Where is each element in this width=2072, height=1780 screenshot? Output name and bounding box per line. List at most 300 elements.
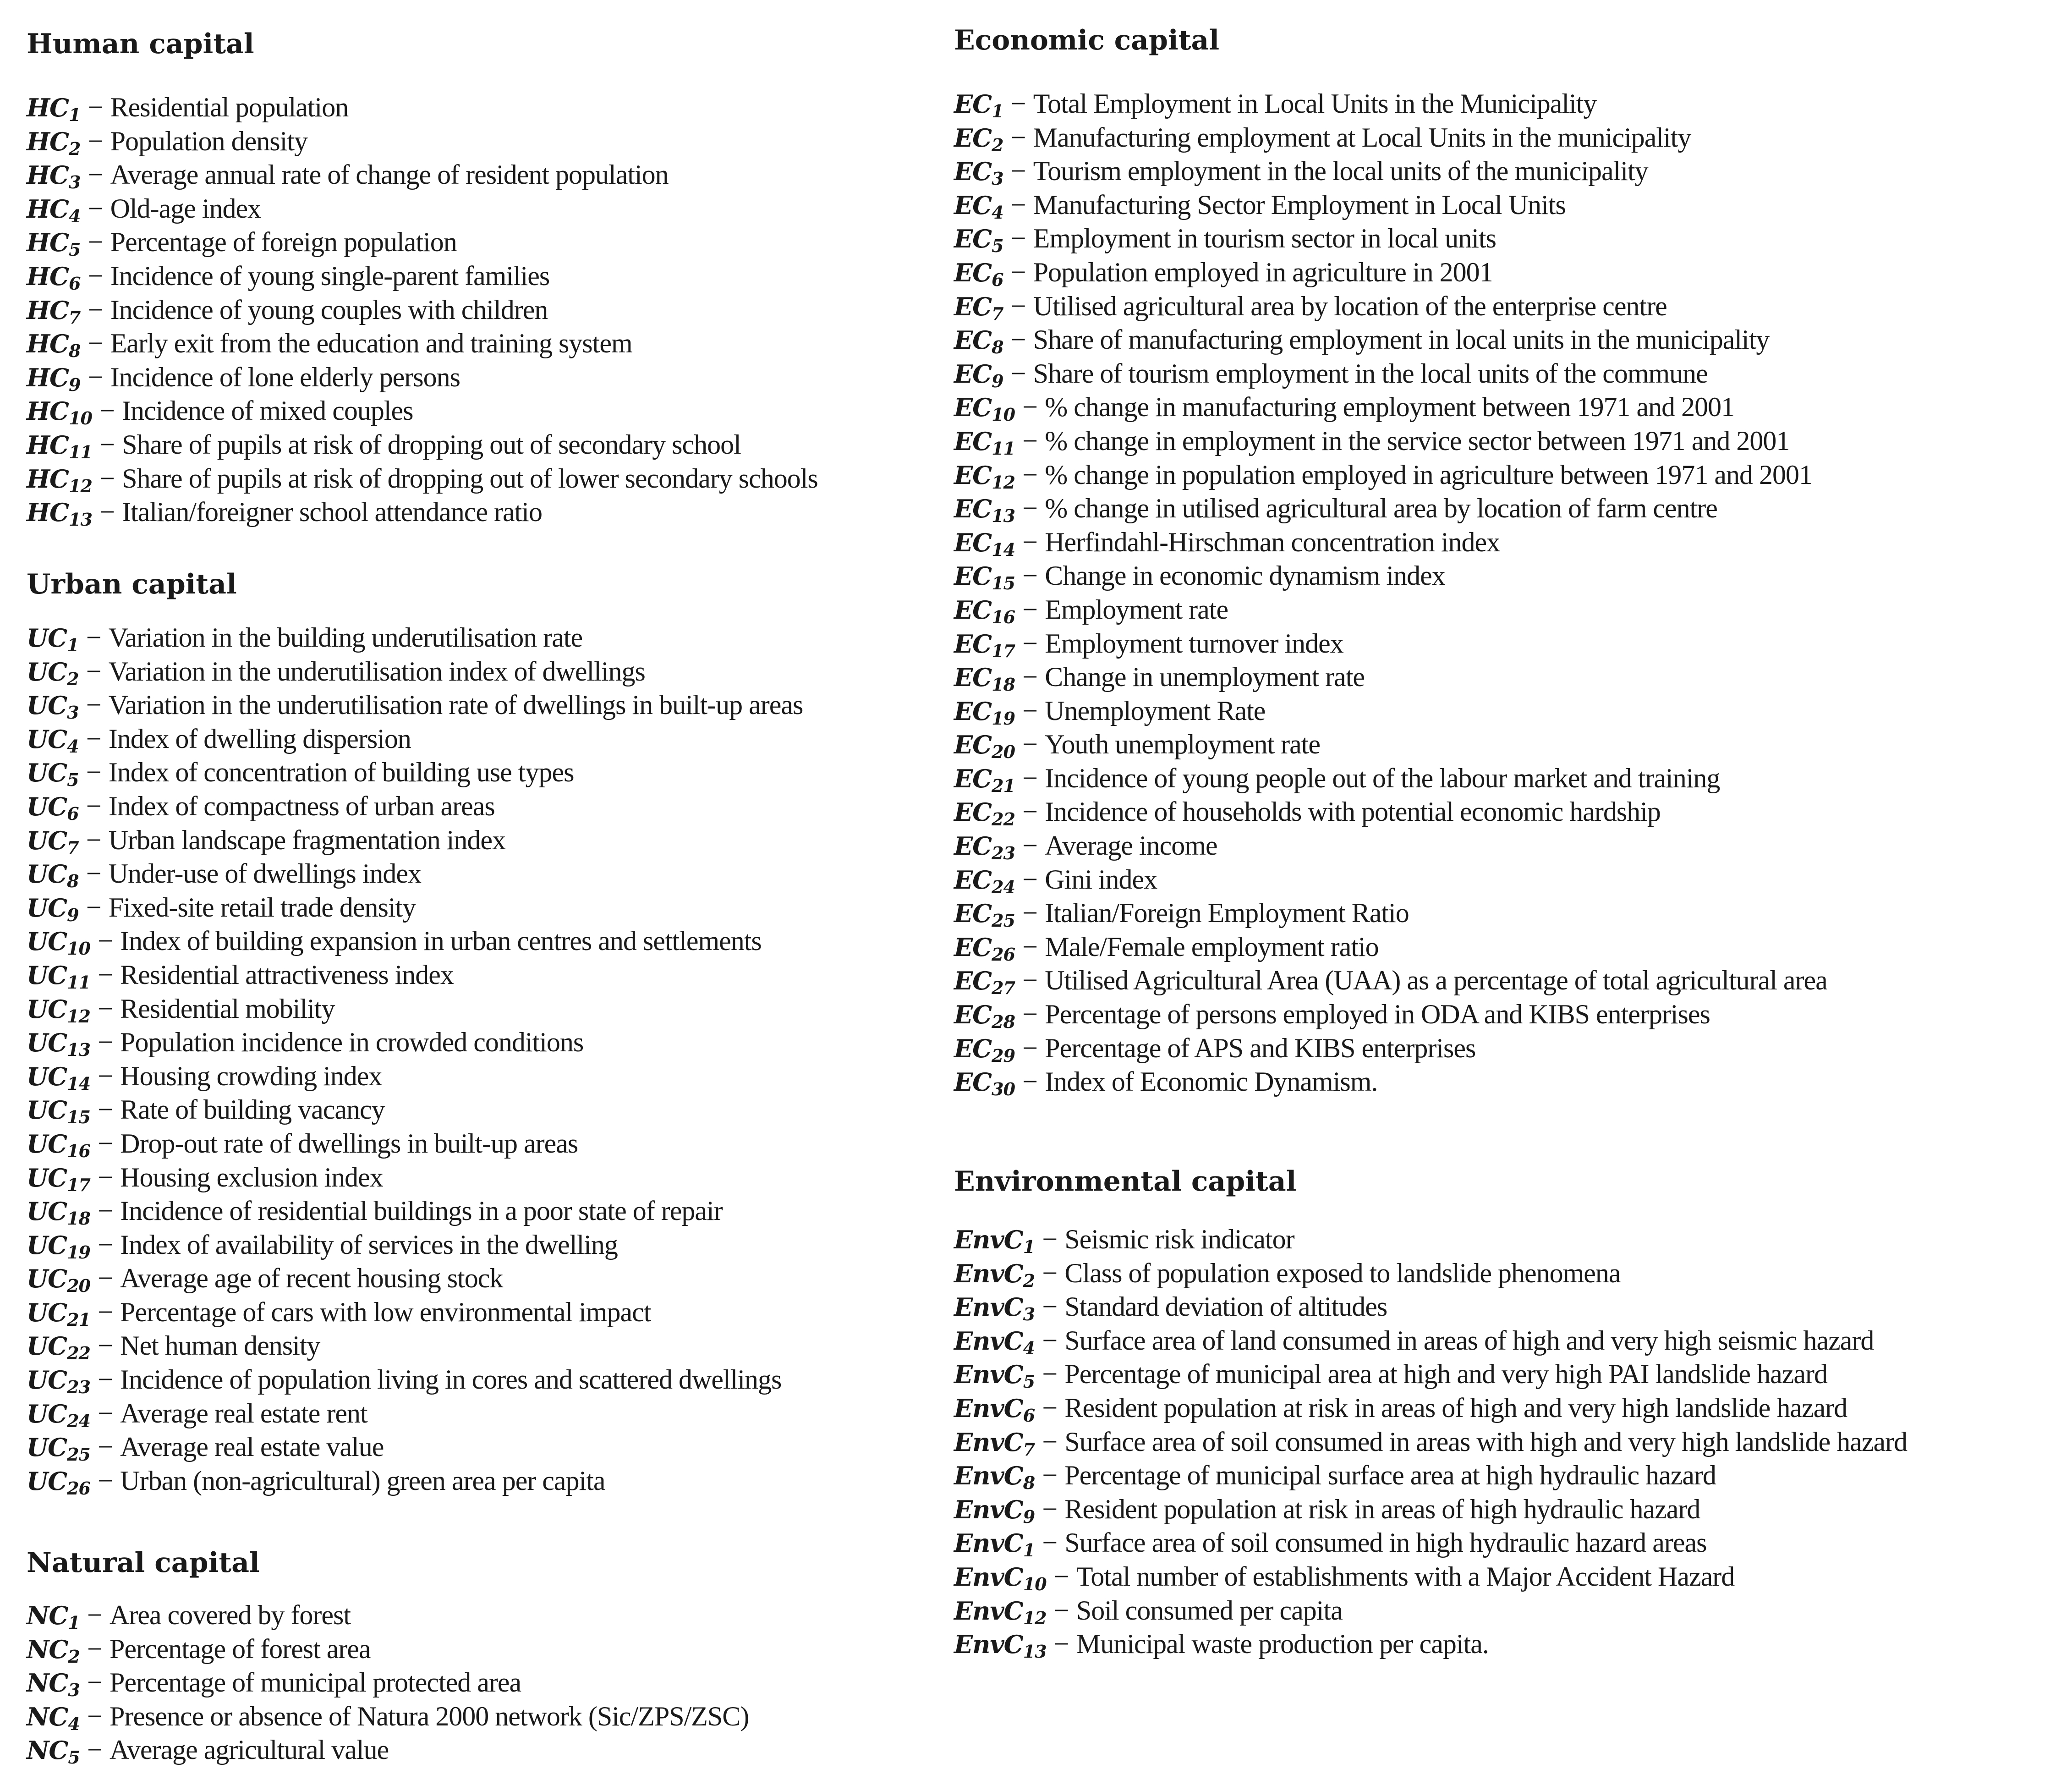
indicator-item — [27, 655, 803, 689]
indicator-separator: − — [1022, 392, 1038, 423]
indicator-item — [27, 428, 818, 462]
indicator-description: Average real estate rent — [120, 1398, 367, 1428]
indicator-separator: − — [1042, 1258, 1058, 1288]
indicator-code-subscript: 2 — [1023, 1270, 1035, 1291]
indicator-code-subscript: 1 — [67, 635, 79, 655]
indicator-code — [954, 89, 1003, 119]
indicator-code-letters: HC — [27, 194, 69, 224]
indicator-code — [27, 126, 81, 159]
indicator-item — [954, 222, 1827, 256]
indicator-code — [27, 1129, 90, 1159]
indicator-code-subscript: 13 — [1023, 1641, 1047, 1662]
indicator-code-letters: EC — [954, 359, 992, 389]
indicator-code — [27, 893, 79, 923]
indicator-code-letters: EC — [954, 89, 992, 119]
indicator-code — [27, 1601, 80, 1633]
indicator-description: Change in unemployment rate — [1045, 662, 1365, 692]
indicator-code-letters: NC — [27, 1736, 68, 1765]
indicator-separator: − — [98, 1094, 113, 1125]
indicator-code-subscript: 13 — [69, 509, 92, 530]
indicator-separator: − — [1053, 1595, 1069, 1626]
indicator-code-letters: HC — [27, 498, 69, 527]
indicator-description: Male/Female employment ratio — [1045, 931, 1379, 962]
indicator-description: Fixed-site retail trade density — [108, 892, 416, 923]
indicator-code-subscript: 2 — [67, 668, 79, 689]
indicator-code-letters: UC — [27, 994, 67, 1024]
indicator-description: Incidence of young couples with children — [110, 294, 548, 325]
indicator-code-subscript: 19 — [992, 708, 1015, 729]
indicator-code-letters: EC — [954, 393, 992, 423]
indicator-code — [954, 1258, 1035, 1291]
indicator-code-letters: EC — [954, 224, 992, 254]
indicator-code — [27, 1466, 90, 1499]
indicator-description: Employment turnover index — [1045, 628, 1343, 659]
indicator-separator: − — [99, 463, 115, 494]
indicator-code-subscript: 6 — [67, 803, 79, 824]
indicator-item — [954, 964, 1827, 998]
indicator-item — [954, 896, 1827, 930]
indicator-description: Total Employment in Local Units in the Municipality — [1033, 88, 1597, 119]
indicator-code-subscript: 3 — [69, 172, 81, 193]
indicator-description: Herfindahl-Hirschman concentration index — [1045, 527, 1500, 557]
indicator-description: Percentage of forest area — [109, 1633, 371, 1664]
indicator-item — [27, 1599, 749, 1632]
indicator-code — [954, 865, 1015, 895]
indicator-separator: − — [1022, 560, 1038, 591]
natural-capital-list — [27, 1599, 749, 1767]
indicator-code-subscript: 30 — [992, 1079, 1015, 1100]
indicator-separator: − — [98, 1398, 113, 1428]
indicator-separator: − — [98, 1297, 113, 1327]
indicator-code-subscript: 1 — [992, 101, 1003, 121]
indicator-code-subscript: 3 — [67, 702, 79, 723]
indicator-separator: − — [1042, 1460, 1058, 1491]
indicator-description: Employment rate — [1045, 594, 1228, 625]
indicator-description: Incidence of population living in cores and scattered dwellings — [120, 1364, 782, 1395]
indicator-code — [27, 194, 80, 224]
indicator-code-letters: NC — [27, 1601, 68, 1630]
indicator-code — [954, 1292, 1035, 1325]
indicator-code-letters: UC — [27, 623, 67, 653]
indicator-item — [954, 492, 1827, 526]
economic-capital-list — [954, 87, 1827, 1099]
indicator-item — [27, 1026, 803, 1060]
indicator-item — [954, 1594, 1907, 1628]
indicator-item — [27, 621, 803, 655]
indicator-description: Housing exclusion index — [120, 1162, 383, 1192]
indicator-separator: − — [1022, 763, 1038, 793]
indicator-separator: − — [98, 1162, 113, 1192]
indicator-code — [954, 1494, 1035, 1527]
indicator-code-letters: UC — [27, 1264, 67, 1294]
indicator-item — [27, 1632, 749, 1666]
indicator-code-letters: EC — [954, 764, 992, 793]
indicator-code-letters: UC — [27, 657, 67, 687]
indicator-code — [27, 724, 79, 757]
indicator-item — [27, 824, 803, 857]
indicator-item — [27, 394, 818, 428]
environmental-capital-section — [954, 1163, 1907, 1661]
indicator-code-letters: EC — [954, 663, 992, 692]
indicator-code-subscript: 9 — [992, 370, 1003, 391]
indicator-code-letters: EC — [954, 797, 992, 827]
indicator-separator: − — [98, 1330, 113, 1361]
indicator-separator: − — [1022, 493, 1038, 524]
indicator-code-subscript: 19 — [67, 1242, 90, 1263]
indicator-separator: − — [1022, 594, 1038, 625]
indicator-code — [954, 730, 1015, 763]
indicator-description: Percentage of municipal surface area at high hydraulic hazard — [1064, 1460, 1716, 1491]
indicator-separator: − — [1010, 291, 1026, 321]
indicator-description: Rate of building vacancy — [120, 1094, 385, 1125]
indicator-code-letters: UC — [27, 1163, 67, 1192]
indicator-code-subscript: 7 — [992, 303, 1003, 324]
indicator-item — [954, 1560, 1907, 1594]
indicator-item — [954, 795, 1827, 829]
indicator-code — [954, 764, 1015, 796]
indicator-item — [27, 992, 803, 1026]
indicator-description: Percentage of municipal area at high and very high PAI landslide hazard — [1064, 1359, 1827, 1390]
indicator-code-subscript: 4 — [67, 736, 79, 757]
economic-capital-section — [954, 22, 1827, 1099]
indicator-separator: − — [98, 1196, 113, 1226]
indicator-item — [954, 762, 1827, 796]
indicator-item — [954, 1357, 1907, 1391]
indicator-code-subscript: 9 — [1023, 1506, 1035, 1527]
indicator-description: Resident population at risk in areas of high hydraulic hazard — [1064, 1494, 1700, 1524]
indicator-code — [954, 1461, 1035, 1494]
indicator-code — [954, 1596, 1047, 1626]
indicator-description: Urban landscape fragmentation index — [108, 824, 506, 855]
indicator-description: Under-use of dwellings index — [108, 858, 422, 889]
indicator-item — [954, 1425, 1907, 1459]
indicator-item — [954, 559, 1827, 593]
indicator-description: Employment in tourism sector in local units — [1033, 223, 1496, 254]
indicator-description: Average agricultural value — [109, 1735, 389, 1765]
indicator-code-subscript: 8 — [67, 871, 79, 892]
indicator-item — [27, 1262, 803, 1296]
indicator-separator: − — [86, 892, 101, 923]
indicator-separator: − — [86, 656, 101, 687]
indicator-description: Manufacturing Sector Employment in Local Units — [1033, 189, 1566, 220]
indicator-description: Incidence of residential buildings in a poor state of repair — [120, 1196, 723, 1226]
indicator-description: Residential mobility — [120, 993, 335, 1024]
indicator-code — [27, 1163, 90, 1195]
indicator-code-letters: UC — [27, 1466, 67, 1496]
indicator-code-subscript: 10 — [67, 938, 90, 959]
indicator-separator: − — [98, 1364, 113, 1395]
indicator-description: Tourism employment in the local units of the municipality — [1033, 156, 1648, 187]
indicator-code-subscript: 8 — [69, 341, 81, 362]
indicator-code — [954, 190, 1003, 223]
indicator-separator: − — [88, 294, 103, 325]
indicator-code — [954, 123, 1003, 153]
indicator-separator: − — [1010, 122, 1026, 153]
indicator-item — [954, 1459, 1907, 1493]
indicator-separator: − — [88, 92, 103, 122]
indicator-code-subscript: 3 — [1023, 1304, 1035, 1325]
indicator-code — [954, 1427, 1035, 1460]
indicator-code-subscript: 23 — [67, 1377, 90, 1398]
indicator-item — [954, 1526, 1907, 1560]
indicator-item — [954, 390, 1827, 424]
indicator-separator: − — [1022, 459, 1038, 490]
indicator-code — [954, 1393, 1035, 1426]
indicator-code-letters: EC — [954, 123, 992, 153]
indicator-code-subscript: 12 — [69, 475, 92, 496]
indicator-item — [27, 1060, 803, 1093]
indicator-separator: − — [1022, 662, 1038, 692]
indicator-code — [954, 932, 1015, 965]
indicator-code — [27, 825, 79, 858]
indicator-code — [954, 1000, 1015, 1033]
indicator-item — [27, 91, 818, 125]
indicator-separator: − — [98, 1027, 113, 1058]
indicator-separator: − — [1022, 628, 1038, 659]
indicator-separator: − — [1042, 1325, 1058, 1356]
indicator-code-subscript: 7 — [67, 837, 79, 858]
indicator-item — [27, 361, 818, 395]
indicator-item — [954, 627, 1827, 661]
indicator-item — [954, 121, 1827, 155]
indicator-code — [27, 1297, 90, 1330]
indicator-code-subscript: 10 — [992, 404, 1015, 425]
indicator-description: Index of Economic Dynamism. — [1045, 1066, 1378, 1097]
indicator-separator: − — [1053, 1561, 1069, 1592]
indicator-code-subscript: 2 — [992, 134, 1003, 155]
indicator-code — [954, 527, 1015, 560]
indicator-code-letters: EC — [954, 494, 992, 524]
indicator-code-letters: UC — [27, 1433, 67, 1462]
indicator-description: Urban (non-agricultural) green area per capita — [120, 1465, 605, 1496]
indicator-item — [954, 357, 1827, 391]
indicator-description: Share of tourism employment in the local units of the commune — [1033, 358, 1708, 389]
indicator-separator: − — [99, 429, 115, 460]
environmental-capital-heading: Environmental capital — [954, 1165, 1297, 1198]
indicator-description: Average age of recent housing stock — [120, 1263, 503, 1294]
indicator-item — [954, 593, 1827, 627]
indicator-code-letters: EnvC — [954, 1596, 1023, 1626]
indicator-code-subscript: 2 — [68, 1646, 80, 1667]
indicator-description: Percentage of persons employed in ODA and KIBS enterprises — [1045, 999, 1710, 1030]
indicator-code-subscript: 14 — [992, 539, 1015, 560]
indicator-code — [27, 1264, 90, 1297]
indicator-description: Incidence of lone elderly persons — [110, 362, 460, 392]
indicator-separator: − — [86, 757, 101, 788]
indicator-item — [27, 688, 803, 722]
indicator-code — [27, 160, 81, 193]
indicator-item — [954, 458, 1827, 492]
indicator-item — [27, 1296, 803, 1330]
indicator-code — [954, 899, 1015, 931]
indicator-code-letters: EnvC — [954, 1393, 1023, 1423]
urban-capital-section — [27, 566, 803, 1498]
indicator-item — [954, 188, 1827, 222]
indicator-code — [27, 1028, 90, 1060]
indicator-code-subscript: 4 — [992, 202, 1003, 223]
indicator-description: Early exit from the education and training system — [110, 328, 632, 359]
indicator-code — [27, 791, 79, 824]
indicator-code — [27, 363, 81, 395]
indicator-item — [954, 256, 1827, 290]
indicator-code-subscript: 4 — [68, 1713, 80, 1734]
indicator-code-subscript: 25 — [992, 910, 1015, 931]
indicator-item — [954, 1290, 1907, 1324]
indicator-code-subscript: 11 — [992, 438, 1015, 459]
indicator-code-subscript: 27 — [992, 978, 1015, 999]
indicator-separator: − — [98, 959, 113, 990]
indicator-separator: − — [99, 396, 115, 426]
indicator-description: Surface area of soil consumed in areas with high and very high landslide hazard — [1064, 1426, 1908, 1457]
indicator-code-subscript: 9 — [67, 904, 79, 925]
indicator-description: Population density — [110, 126, 307, 156]
indicator-code-subscript: 21 — [992, 775, 1015, 796]
indicator-code-subscript: 5 — [992, 236, 1003, 257]
indicator-separator: − — [1022, 1066, 1038, 1097]
indicator-description: Surface area of soil consumed in high hydraulic hazard areas — [1064, 1527, 1707, 1558]
indicator-description: Incidence of young single-parent families — [110, 260, 550, 291]
indicator-item — [27, 1161, 803, 1195]
indicator-separator: − — [86, 858, 101, 889]
urban-capital-list — [27, 621, 803, 1498]
indicator-code-letters: EC — [954, 527, 992, 557]
indicator-code-letters: EC — [954, 730, 992, 760]
indicator-separator: − — [1042, 1426, 1058, 1457]
indicator-code-letters: UC — [27, 927, 67, 956]
indicator-separator: − — [86, 791, 101, 821]
indicator-code-letters: EnvC — [954, 1292, 1023, 1322]
indicator-item — [27, 1733, 749, 1767]
indicator-description: Area covered by forest — [109, 1600, 351, 1630]
indicator-item — [27, 125, 818, 159]
indicator-code — [954, 157, 1003, 189]
indicator-code — [27, 93, 81, 125]
indicator-description: Percentage of foreign population — [110, 227, 457, 258]
indicator-code-letters: EnvC — [954, 1562, 1023, 1592]
indicator-item — [954, 930, 1827, 964]
indicator-code-letters: NC — [27, 1634, 68, 1664]
indicator-code-letters: EnvC — [954, 1494, 1023, 1524]
indicator-code-subscript: 11 — [69, 441, 92, 462]
indicator-separator: − — [1042, 1494, 1058, 1524]
indicator-code-letters: EC — [954, 157, 992, 187]
indicator-code — [27, 1634, 80, 1667]
indicator-code-subscript: 13 — [992, 505, 1015, 527]
indicator-separator: − — [98, 993, 113, 1024]
indicator-description: Youth unemployment rate — [1045, 729, 1321, 760]
indicator-code-letters: EC — [954, 629, 992, 659]
indicator-separator: − — [86, 622, 101, 653]
indicator-description: Utilised agricultural area by location of the enterprise centre — [1033, 291, 1667, 321]
indicator-code-letters: HC — [27, 464, 69, 494]
indicator-code-letters: HC — [27, 329, 69, 359]
indicator-code-letters: EC — [954, 1067, 992, 1097]
indicator-item — [954, 1223, 1907, 1257]
indicator-code-subscript: 13 — [67, 1039, 90, 1060]
indicator-code-letters: UC — [27, 960, 67, 990]
indicator-description: Residential population — [110, 92, 349, 122]
indicator-code-letters: HC — [27, 261, 69, 291]
indicator-code — [954, 393, 1015, 425]
indicator-description: Total number of establishments with a Major Accident Hazard — [1076, 1561, 1735, 1592]
indicator-separator: − — [1022, 864, 1038, 895]
indicator-code — [954, 595, 1015, 625]
indicator-code — [954, 426, 1015, 459]
indicator-code-letters: HC — [27, 160, 69, 190]
indicator-separator: − — [98, 1465, 113, 1496]
indicator-code-letters: UC — [27, 1095, 67, 1125]
indicator-item — [27, 1430, 803, 1464]
indicator-item — [27, 293, 818, 327]
indicator-code-letters: EC — [954, 460, 992, 490]
indicator-description: Italian/Foreign Employment Ratio — [1045, 898, 1409, 928]
indicator-code — [954, 663, 1015, 695]
indicator-description: Index of concentration of building use types — [108, 757, 574, 788]
indicator-item — [954, 728, 1827, 762]
indicator-code — [954, 966, 1015, 999]
indicator-separator: − — [88, 328, 103, 359]
indicator-separator: − — [98, 1263, 113, 1294]
indicator-description: Index of dwelling dispersion — [108, 723, 411, 754]
indicator-code-letters: EC — [954, 291, 992, 321]
indicator-description: Percentage of cars with low environmental impact — [120, 1297, 651, 1327]
indicator-code — [27, 1197, 90, 1229]
indicator-code-letters: UC — [27, 1061, 67, 1091]
indicator-code-subscript: 5 — [67, 769, 79, 791]
indicator-description: Index of availability of services in the dwelling — [120, 1229, 618, 1260]
indicator-separator: − — [1022, 695, 1038, 726]
indicator-code — [27, 758, 79, 791]
indicator-code — [27, 927, 90, 959]
indicator-code-letters: HC — [27, 430, 69, 460]
indicator-code-subscript: 10 — [69, 408, 92, 429]
indicator-description: Average annual rate of change of resident population — [110, 159, 669, 190]
indicator-code-letters: EC — [954, 426, 992, 456]
indicator-code-subscript: 25 — [67, 1444, 90, 1465]
indicator-description: Variation in the underutilisation index of dwellings — [108, 656, 645, 687]
indicator-code — [954, 561, 1015, 594]
indicator-item — [954, 1627, 1907, 1661]
indicator-code-letters: EnvC — [954, 1225, 1023, 1254]
indicator-code-letters: EC — [954, 1000, 992, 1030]
indicator-item — [954, 323, 1827, 357]
indicator-separator: − — [98, 1128, 113, 1159]
indicator-item — [27, 790, 803, 824]
indicator-code-letters: EC — [954, 696, 992, 726]
indicator-code-subscript: 6 — [992, 269, 1003, 290]
indicator-code-subscript: 15 — [67, 1107, 90, 1128]
indicator-code — [27, 1702, 80, 1734]
indicator-description: Share of pupils at risk of dropping out of lower secondary schools — [122, 463, 818, 494]
indicator-item — [27, 1700, 749, 1734]
indicator-separator: − — [99, 497, 115, 527]
indicator-description: Housing crowding index — [120, 1060, 382, 1091]
indicator-separator: − — [88, 227, 103, 258]
indicator-separator: − — [1042, 1291, 1058, 1322]
indicator-item — [27, 857, 803, 891]
indicator-description: Share of pupils at risk of dropping out of secondary school — [122, 429, 741, 460]
indicator-code — [954, 325, 1003, 358]
indicator-item — [27, 1194, 803, 1228]
indicator-code-subscript: 1 — [1023, 1236, 1035, 1257]
indicator-item — [27, 1464, 803, 1498]
indicator-description: Residential attractiveness index — [120, 959, 454, 990]
indicator-code — [954, 629, 1015, 659]
indicator-code — [954, 797, 1015, 830]
indicator-code-letters: EC — [954, 258, 992, 287]
indicator-code — [954, 1360, 1035, 1392]
indicator-code-letters: UC — [27, 893, 67, 923]
